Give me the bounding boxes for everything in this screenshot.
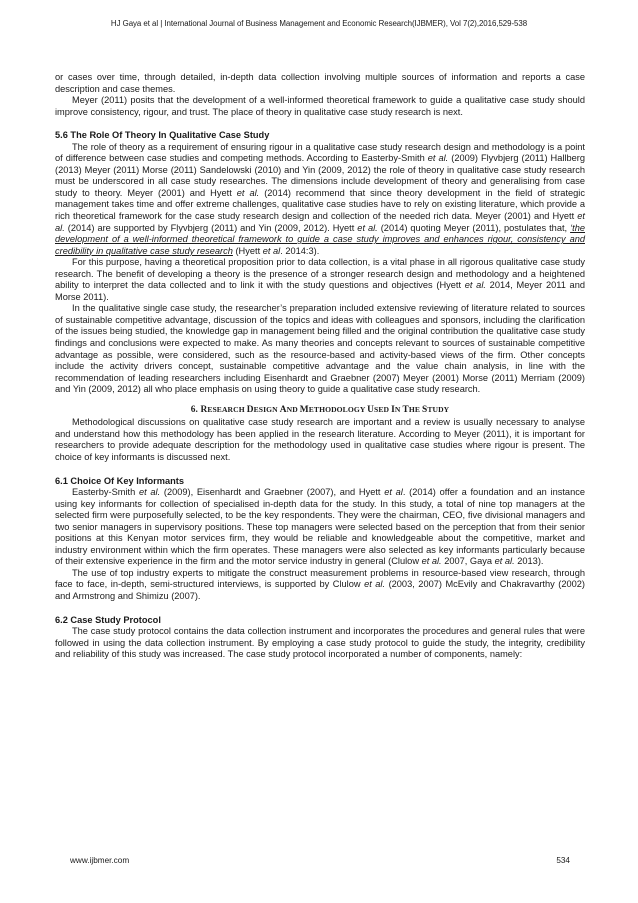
section-6-paragraph-1: Methodological discussions on qualitative case study research are important and a review is usually necessary to analyse and understand how this methodology has been applied in the research literature. According to Meyer (2011), it is important for researchers to provide adequate description for the methodology used in qualitative case studies where rigour is present. The choice of key informants is discussed next. (55, 417, 585, 462)
section-5-6-heading: 5.6 The Role Of Theory In Qualitative Case Study (55, 130, 270, 141)
section-5-6-paragraph-2: For this purpose, having a theoretical proposition prior to data collection, is a vital phase in all rigorous qualitative case study research. The benefit of developing a theory is the presence of a stronger research design and methodology and a heightened ability to interpret the data collected and to link it with the study questions and objectives (Hyett et al. 2014, Meyer 2011 and Morse 2011). (55, 257, 585, 302)
section-5-6-paragraph-1: The role of theory as a requirement of ensuring rigour in a qualitative case study research design and methodology is a point of difference between case studies and competing methods. According to Easterby-Smith et al. (2009) Flyvbjerg (2011) Hallberg (2013) Meyer (2011) Morse (2011) Sandelowski (2010) and Yin (2009, 2012) the role of theory in qualitative case study research must be underscored in all case study researches. The dimensions include development of theory and generalising from case study to theory. Meyer (2001) and Hyett et al. (2014) recommend that since theory development in the field of strategic management takes time and offer extreme challenges, qualitative case studies have to rely on existing literature, which provide a rich theoretical framework for the case study research design and collection of the needed rich data. Meyer (2001) and Hyett et al. (2014) are supported by Flyvbjerg (2011) and Yin (2009, 2012). Hyett et al. (2014) quoting Meyer (2011), postulates that, ‘the development of a well-informed theoretical framework to guide a case study improves and enhances rigour, consistency and credibility in qualitative case study research (Hyett et al. 2014:3). (55, 141, 586, 256)
section-6-1-heading: 6.1 Choice Of Key Informants (55, 475, 185, 486)
section-6-2-heading: 6.2 Case Study Protocol (55, 614, 161, 625)
section-5-6-paragraph-3: In the qualitative single case study, the researcher’s preparation included extensive reviewing of literature related to sources of sustainable competitive advantage, discussion of the topics and ideas with colleagues and sponsors, including the clarification of the issues being studied, the knowledge gap in management being filled and the original contribution the qualitative case study findings and conclusions were expected to make. As many theories and concepts relevant to sources of sustainable competitive advantage as possible, were considered, such as the resource-based and activity-based views of the firm. Other concepts include the activity drivers concept, sustainable competitive advantage and the value chain analysis, in line with the recommendation of leading researchers including Eisenhardt and Graebner (2007) Meyer (2001) Morse (2011) Merriam (2009) and Yin (2009, 2012) all who place emphasis on using theory to guide a qualitative case study research. (55, 303, 585, 395)
running-header: HJ Gaya et al | International Journal of Business Management and Economic Research(IJBMER), Vol 7(2),2016,529-538 (110, 19, 528, 28)
theory-quote: ‘the development of a well-informed theoretical framework to guide a case study improves and enhances rigour, consistency and credibility in qualitative case study research (55, 222, 585, 256)
page-body (55, 72, 585, 661)
section-6-1-paragraph-1: Easterby-Smith et al. (2009), Eisenhardt and Graebner (2007), and Hyett et al. (2014) offer a foundation and an instance using key informants for collection of specialised in-depth data for the study. In this study, a total of nine top managers at the selected firm were purposefully selected, to be the key respondents. They were the chairman, CEO, five divisional managers and two senior managers in supervisory positions. These top managers were selected based on the perception that from their senior positions at this Kenyan motor services firm, they would be reliable and knowledgeable about the competitive, market and industry environment within which the firm operates. These managers were also selected as key informants particularly because of their extensive experience in the firm and the motor service industry in general (Clulow et al. 2007, Gaya et al. 2013). (55, 487, 585, 567)
intro-paragraph-1: or cases over time, through detailed, in-depth data collection involving multiple sources of information and reports a case description and case themes. (55, 72, 585, 94)
intro-paragraph-2: Meyer (2011) posits that the development of a well-informed theoretical framework to guide a qualitative case study should improve consistency, rigour, and trust. The place of theory in qualitative case study research is next. (55, 95, 585, 117)
footer-url: www.ijbmer.com (70, 856, 130, 865)
section-6-heading: 6. RESEARCH DESIGN AND METHODOLOGY USED IN THE STUDY (190, 404, 450, 415)
section-6-2-paragraph-1: The case study protocol contains the data collection instrument and incorporates the procedures and general rules that were followed in using the data collection instrument. By employing a case study protocol to guide the study, the integrity, credibility and reliability of this study was increased. The case study protocol incorporated a number of components, namely: (55, 626, 585, 660)
page-number: 534 (556, 856, 570, 865)
section-6-1-paragraph-2: The use of top industry experts to mitigate the construct measurement problems in resource-based view research, through face to face, in-depth, semi-structured interviews, is supported by Clulow et al. (2003, 2007) McEvily and Chakravarthy (2002) and Armstrong and Shimizu (2007). (55, 567, 585, 601)
